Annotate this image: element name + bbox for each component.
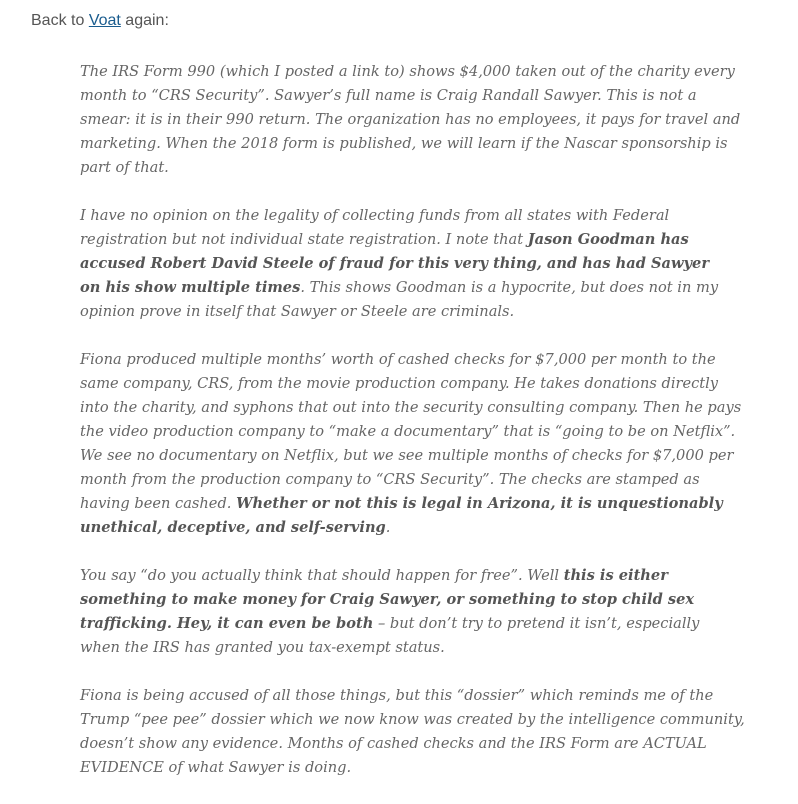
voat-link[interactable]: Voat (88, 12, 121, 29)
text-segment: the video production company to “make a documentary” that is “going to be on Netflix”. (80, 423, 736, 440)
text-line (80, 300, 770, 324)
bold-text: on his show multiple times (80, 279, 301, 296)
text-line (80, 348, 770, 372)
text-segment: The IRS Form 990 (which I posted a link to) shows $4,000 taken out of the charity every (80, 63, 735, 80)
text-segment: marketing. When the 2018 form is published, we will learn if the Nascar sponsorship is (80, 135, 728, 152)
intro-suffix: again: (120, 12, 169, 29)
text-line (80, 396, 770, 420)
text-line (80, 156, 770, 180)
text-segment: doesn’t show any evidence. Months of cashed checks and the IRS Form are ACTUAL (80, 735, 707, 752)
text-line (80, 756, 770, 780)
quote-paragraph (80, 60, 770, 180)
quote-paragraph (80, 348, 770, 540)
intro-prefix: Back to (31, 12, 89, 29)
text-line (80, 468, 770, 492)
text-line (80, 60, 770, 84)
bold-text: accused Robert David Steele of fraud for this very thing, and has had Sawyer (80, 255, 710, 272)
text-line (80, 372, 770, 396)
bold-text: unethical, deceptive, and self-serving (80, 519, 386, 536)
text-segment: month from the production company to “CRS Security”. The checks are stamped as (80, 471, 700, 488)
text-segment: same company, CRS, from the movie production company. He takes donations directly (80, 375, 719, 392)
text-segment: having been cashed. (80, 495, 237, 512)
text-segment: Trump “pee pee” dossier which we now know was created by the intelligence community, (80, 711, 745, 728)
text-line (80, 204, 770, 228)
text-segment: . (385, 519, 391, 536)
text-segment: . This shows Goodman is a hypocrite, but does not in my (300, 279, 719, 296)
text-segment: month to “CRS Security”. Sawyer’s full name is Craig Randall Sawyer. This is not a (80, 87, 697, 104)
text-segment: opinion prove in itself that Sawyer or Steele are criminals. (80, 303, 515, 320)
text-segment: We see no documentary on Netflix, but we see multiple months of checks for $7,000 per (80, 447, 734, 464)
text-segment: when the IRS has granted you tax-exempt status. (80, 639, 445, 656)
text-line (80, 276, 770, 300)
text-segment: Fiona produced multiple months’ worth of cashed checks for $7,000 per month to the (80, 351, 716, 368)
text-line (80, 108, 770, 132)
text-line (80, 84, 770, 108)
text-line (80, 684, 770, 708)
text-segment: into the charity, and syphons that out into the security consulting company. Then he pays (80, 399, 742, 416)
bold-text: something to make money for Craig Sawyer, or something to stop child sex (80, 591, 695, 608)
text-line (80, 444, 770, 468)
bold-text: Whether or not this is legal in Arizona, it is unquestionably (236, 495, 723, 512)
text-line (80, 588, 770, 612)
text-segment: registration but not individual state registration. I note that (80, 231, 528, 248)
bold-text: trafficking. Hey, it can even be both (80, 615, 374, 632)
text-segment: EVIDENCE of what Sawyer is doing. (80, 759, 352, 776)
text-line (80, 132, 770, 156)
text-segment: smear: it is in their 990 return. The organization has no employees, it pays for travel and (80, 111, 741, 128)
text-line (80, 732, 770, 756)
text-line (80, 708, 770, 732)
bold-text: this is either (563, 567, 668, 584)
quote-paragraph (80, 684, 770, 780)
intro-line (31, 12, 169, 30)
text-segment: part of that. (80, 159, 169, 176)
text-segment: Fiona is being accused of all those things, but this “dossier” which reminds me of the (80, 687, 714, 704)
text-line (80, 516, 770, 540)
blockquote (80, 60, 770, 804)
text-segment: You say “do you actually think that should happen for free”. Well (80, 567, 564, 584)
text-line (80, 564, 770, 588)
text-segment: – but don’t try to pretend it isn’t, especially (373, 615, 700, 632)
text-segment: I have no opinion on the legality of collecting funds from all states with Federal (80, 207, 670, 224)
text-line (80, 492, 770, 516)
quote-paragraph (80, 564, 770, 660)
quote-paragraph (80, 204, 770, 324)
text-line (80, 636, 770, 660)
text-line (80, 228, 770, 252)
text-line (80, 252, 770, 276)
text-line (80, 612, 770, 636)
bold-text: Jason Goodman has (527, 231, 689, 248)
text-line (80, 420, 770, 444)
